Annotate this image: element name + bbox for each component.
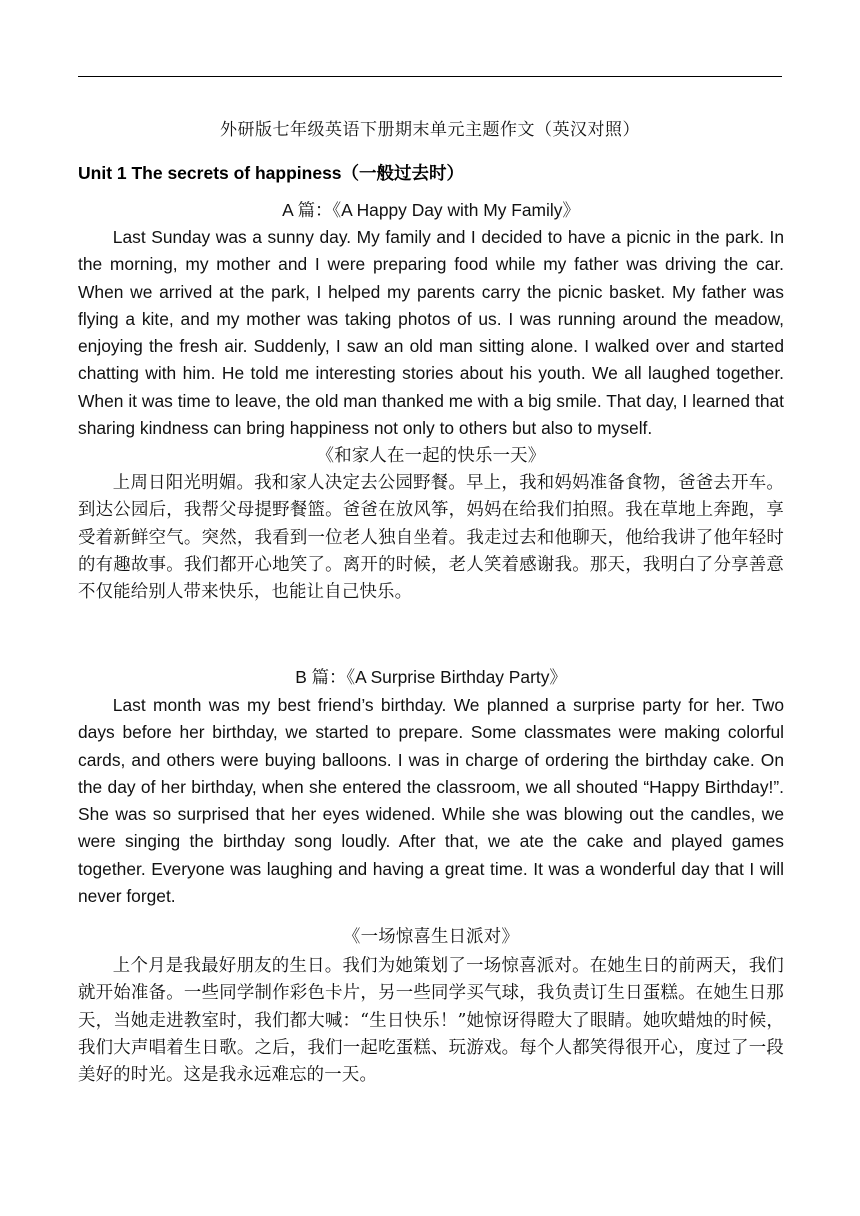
essay-a-chinese-title: 《和家人在一起的快乐一天》 (316, 446, 546, 466)
essay-a-chinese-body: 上周日阳光明媚。我和家人决定去公园野餐。早上，我和妈妈准备食物，爸爸去开车。到达公园后，我帮父母提野餐篮。爸爸在放风筝，妈妈在给我们拍照。我在草地上奔跑，享受着新鲜空气。突然，我看到一位老人独自坐着。我走过去和他聊天，他给我讲了他年轻时的有趣故事。我们都开心地笑了。离开的时候，老人笑着感谢我。那天，我明白了分享善意不仅能给别人带来快乐，也能让自己快乐。 (78, 473, 784, 603)
essay-b-english-title: B 篇：《A Surprise Birthday Party》 (295, 667, 567, 687)
essay-b-english-body: Last month was my best friend’s birthday. We planned a surprise party for her. Two days before her birthday, we started to prepare. Some classmates were making colorful cards, and others were buying balloons. I was in charge of ordering the birthday cake. On the day of her birthday, when she entered the classroom, we all shouted “Happy Birthday!”. She was so surprised that her eyes widened. While she was blowing out the candles, we were singing the birthday song loudly. After that, we ate the cake and played games together. Everyone was laughing and having a great time. It was a wonderful day that I will never forget. (78, 695, 784, 907)
essay-b-chinese-body: 上个月是我最好朋友的生日。我们为她策划了一场惊喜派对。在她生日的前两天，我们就开始准备。一些同学制作彩色卡片，另一些同学买气球，我负责订生日蛋糕。在她生日那天，当她走进教室时，我们都大喊：“生日快乐！”她惊讶得瞪大了眼睛。她吹蜡烛的时候，我们大声唱着生日歌。之后，我们一起吃蛋糕、玩游戏。每个人都笑得很开心，度过了一段美好的时光。这是我永远难忘的一天。 (78, 956, 784, 1086)
unit-heading: Unit 1 The secrets of happiness（一般过去时） (78, 163, 465, 183)
header-rule (78, 76, 782, 77)
essay-a-english-body: Last Sunday was a sunny day. My family and I decided to have a picnic in the park. In the morning, my mother and I were preparing food while my father was driving the car. When we arrived at the park, I helped my parents carry the picnic basket. My father was flying a kite, and my mother was taking photos of us. I was running around the meadow, enjoying the fresh air. Suddenly, I saw an old man sitting alone. I walked over and started chatting with him. He told me interesting stories about his youth. We all laughed together. When it was time to leave, the old man thanked me with a big smile. That day, I learned that sharing kindness can bring happiness not only to others but also to myself. (78, 227, 784, 439)
essay-b-chinese-title: 《一场惊喜生日派对》 (343, 927, 519, 947)
essay-a-english-title: A 篇：《A Happy Day with My Family》 (282, 200, 580, 220)
document-title: 外研版七年级英语下册期末单元主题作文（英汉对照） (220, 120, 640, 140)
